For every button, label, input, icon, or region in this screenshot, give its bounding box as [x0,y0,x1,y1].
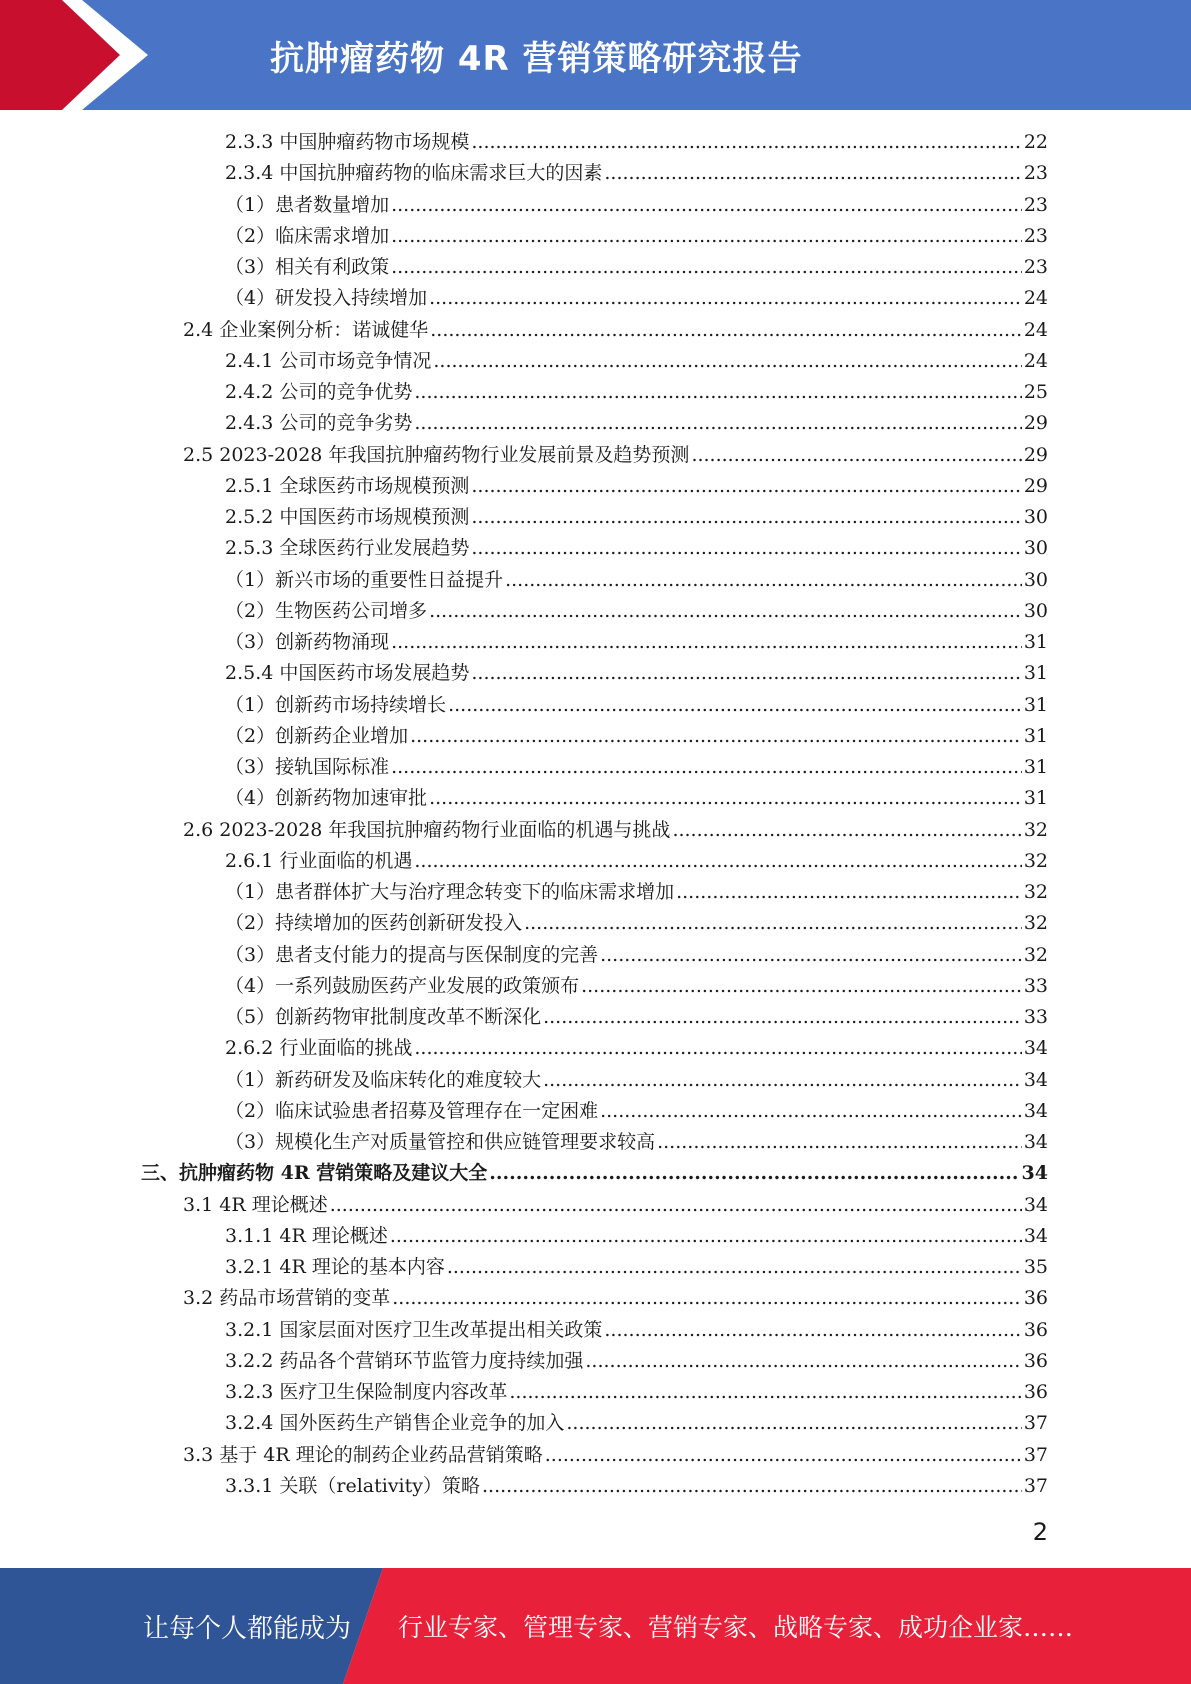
toc-entry-label: 2.5.3 全球医药行业发展趋势 [225,537,470,560]
toc-entry-label: （2）临床需求增加 [225,224,390,247]
toc-leader-dots [391,221,1022,252]
toc-leader-dots [482,1471,1022,1502]
toc-entry-label: 2.4.3 公司的竞争劣势 [225,412,413,435]
toc-leader-dots [566,1408,1021,1439]
toc-entry[interactable] [225,783,1048,814]
toc-leader-dots [430,315,1022,346]
toc-entry-page: 34 [1021,1162,1048,1185]
toc-entry-label: （5）创新药物审批制度改革不断深化 [225,1006,542,1028]
toc-leader-dots [600,1096,1022,1127]
toc-entry-page: 29 [1023,443,1048,466]
toc-entry[interactable] [225,1377,1048,1408]
toc-entry-label: （1）创新药市场持续增长 [225,693,447,716]
toc-leader-dots [471,127,1021,158]
toc-entry-label: （1）患者群体扩大与治疗理念转变下的临床需求增加 [225,881,675,903]
toc-entry-page: 31 [1023,787,1048,810]
toc-leader-dots [657,1127,1022,1158]
toc-entry-page: 31 [1023,756,1048,778]
toc-entry-label: 2.3.4 中国抗肿瘤药物的临床需求巨大的因素 [225,162,603,185]
toc-entry[interactable] [225,690,1048,721]
toc-entry-label: 3.2.1 国家层面对医疗卫生改革提出相关政策 [225,1318,603,1341]
toc-entry-page: 36 [1023,1381,1048,1403]
toc-leader-dots [429,783,1022,814]
toc-entry-label: 3.2 药品市场营销的变革 [183,1287,391,1310]
toc-entry-label: （4）研发投入持续增加 [225,287,428,310]
toc-entry-label: 三、抗肿瘤药物 4R 营销策略及建议大全 [141,1162,488,1185]
toc-leader-dots [471,471,1021,502]
toc-entry-label: （2）临床试验患者招募及管理存在一定困难 [225,1099,599,1122]
toc-leader-dots [410,721,1022,752]
toc-entry-label: （2）创新药企业增加 [225,724,409,747]
toc-entry-label: 3.2.1 4R 理论的基本内容 [225,1256,445,1278]
toc-leader-dots [672,815,1021,846]
toc-entry-label: 2.6.1 行业面临的机遇 [225,849,413,872]
toc-entry[interactable] [225,408,1048,439]
toc-entry[interactable] [225,471,1048,502]
toc-leader-dots [433,346,1021,377]
toc-leader-dots [471,502,1021,533]
toc-entry[interactable] [225,971,1048,1002]
toc-leader-dots [391,252,1022,283]
report-title: 抗肿瘤药物 4R 营销策略研究报告 [270,38,803,79]
page-number: 2 [1032,1518,1048,1546]
toc-entry-page: 29 [1023,412,1048,435]
toc-entry[interactable] [225,533,1048,564]
page-header [0,0,1191,110]
toc-entry[interactable] [225,190,1048,221]
toc-entry[interactable] [225,565,1048,596]
toc-leader-dots [414,1033,1021,1064]
toc-entry-page: 25 [1023,381,1048,403]
toc-entry[interactable] [225,1315,1048,1346]
footer-slogan-left: 让每个人都能成为 [143,1613,352,1644]
toc-entry-page: 33 [1023,1006,1048,1028]
toc-entry[interactable] [225,940,1048,971]
toc-leader-dots [448,690,1022,721]
toc-entry[interactable] [225,877,1048,908]
toc-entry-page: 32 [1023,943,1048,966]
toc-leader-dots [391,627,1022,658]
toc-entry-page: 34 [1023,1037,1048,1060]
toc-entry-label: 2.5.4 中国医药市场发展趋势 [225,662,470,685]
toc-leader-dots [330,1190,1022,1221]
toc-entry[interactable] [225,846,1048,877]
toc-entry-page: 31 [1023,631,1048,653]
toc-entry-page: 34 [1023,1099,1048,1122]
toc-entry[interactable] [183,440,1048,471]
toc-leader-dots [691,440,1021,471]
toc-entry-page: 36 [1023,1349,1048,1372]
toc-leader-dots [604,1315,1021,1346]
toc-entry-label: （1）新药研发及临床转化的难度较大 [225,1068,542,1091]
toc-entry-label: 2.5.2 中国医药市场规模预测 [225,506,470,528]
toc-entry[interactable] [141,1158,1048,1189]
toc-leader-dots [676,877,1022,908]
toc-entry-page: 31 [1023,662,1048,685]
toc-entry-label: （4）一系列鼓励医药产业发展的政策颁布 [225,974,580,997]
toc-entry-page: 30 [1023,537,1048,560]
toc-leader-dots [524,908,1022,939]
toc-entry-label: （3）接轨国际标准 [225,756,390,778]
toc-entry-label: （4）创新药物加速审批 [225,787,428,810]
toc-entry[interactable] [225,221,1048,252]
toc-entry[interactable] [225,377,1048,408]
toc-entry[interactable] [225,1252,1048,1283]
toc-entry-page: 30 [1023,599,1048,622]
toc-entry-page: 23 [1023,162,1048,185]
toc-entry[interactable] [225,252,1048,283]
toc-entry-page: 29 [1023,474,1048,497]
toc-entry-page: 31 [1023,724,1048,747]
toc-entry-page: 24 [1023,349,1048,372]
toc-leader-dots [505,565,1022,596]
toc-entry[interactable] [183,315,1048,346]
toc-leader-dots [585,1346,1021,1377]
toc-leader-dots [604,158,1021,189]
toc-leader-dots [545,1440,1022,1471]
toc-entry-label: 3.2.4 国外医药生产销售企业竞争的加入 [225,1412,565,1435]
toc-entry[interactable] [225,1096,1048,1127]
toc-entry[interactable] [225,1033,1048,1064]
toc-entry[interactable] [225,127,1048,158]
footer-slogan-right: 行业专家、管理专家、营销专家、战略专家、成功企业家…… [398,1613,1074,1642]
toc-leader-dots [471,533,1021,564]
toc-entry-page: 32 [1023,818,1048,841]
toc-entry-label: 2.6.2 行业面临的挑战 [225,1037,413,1060]
toc-entry[interactable] [225,1471,1048,1502]
toc-entry-page: 24 [1023,287,1048,310]
toc-leader-dots [471,658,1021,689]
toc-entry-page: 36 [1023,1318,1048,1341]
toc-entry-label: 3.2.2 药品各个营销环节监管力度持续加强 [225,1349,584,1372]
toc-entry-page: 34 [1023,1224,1048,1247]
toc-entry[interactable] [225,1002,1048,1033]
toc-entry[interactable] [225,721,1048,752]
toc-entry-page: 34 [1023,1131,1048,1153]
toc-entry-label: 2.5 2023-2028 年我国抗肿瘤药物行业发展前景及趋势预测 [183,443,690,466]
toc-entry-label: （1）患者数量增加 [225,193,390,216]
toc-entry[interactable] [225,158,1048,189]
toc-leader-dots [429,283,1022,314]
toc-entry-label: 3.2.3 医疗卫生保险制度内容改革 [225,1381,508,1403]
toc-leader-dots [391,752,1022,783]
toc-leader-dots [429,596,1022,627]
toc-entry-page: 32 [1023,912,1048,935]
toc-entry-page: 34 [1023,1068,1048,1091]
toc-entry-page: 23 [1023,224,1048,247]
toc-entry-page: 31 [1023,693,1048,716]
toc-entry-label: 2.4.2 公司的竞争优势 [225,381,413,403]
toc-entry-page: 34 [1023,1193,1048,1216]
toc-leader-dots [414,846,1021,877]
toc-entry[interactable] [225,1346,1048,1377]
toc-entry-label: （2）持续增加的医药创新研发投入 [225,912,523,935]
toc-entry[interactable] [183,1283,1048,1314]
toc-entry[interactable] [225,502,1048,533]
toc-leader-dots [543,1002,1022,1033]
toc-leader-dots [390,1221,1022,1252]
toc-leader-dots [414,408,1021,439]
toc-entry[interactable] [225,908,1048,939]
toc-entry[interactable] [225,283,1048,314]
toc-entry[interactable] [225,752,1048,783]
toc-leader-dots [414,377,1021,408]
toc-entry-page: 32 [1023,881,1048,903]
toc-leader-dots [391,190,1022,221]
toc-entry-label: （3）规模化生产对质量管控和供应链管理要求较高 [225,1131,656,1153]
toc-leader-dots [509,1377,1021,1408]
toc-leader-dots [489,1158,1019,1189]
toc-entry-label: 2.6 2023-2028 年我国抗肿瘤药物行业面临的机遇与挑战 [183,818,671,841]
toc-entry-label: 2.4.1 公司市场竞争情况 [225,349,432,372]
toc-entry[interactable] [225,658,1048,689]
toc-entry-label: （3）相关有利政策 [225,256,390,278]
toc-entry-page: 24 [1023,318,1048,341]
page-footer [0,1568,1191,1684]
toc-entry-label: 3.1.1 4R 理论概述 [225,1224,388,1247]
toc-entry-page: 23 [1023,256,1048,278]
toc-leader-dots [447,1252,1022,1283]
toc-entry-page: 32 [1023,849,1048,872]
toc-leader-dots [392,1283,1022,1314]
toc-entry[interactable] [225,1127,1048,1158]
toc-entry-page: 33 [1023,974,1048,997]
toc-entry-page: 37 [1023,1474,1048,1497]
toc-entry-page: 36 [1023,1287,1048,1310]
toc-entry-label: 2.5.1 全球医药市场规模预测 [225,474,470,497]
toc-entry[interactable] [225,346,1048,377]
toc-entry[interactable] [225,1221,1048,1252]
toc-entry[interactable] [183,1190,1048,1221]
toc-leader-dots [581,971,1022,1002]
toc-entry-page: 23 [1023,193,1048,216]
toc-leader-dots [543,1065,1022,1096]
toc-entry[interactable] [225,627,1048,658]
toc-entry-label: 3.3.1 关联（relativity）策略 [225,1474,481,1497]
toc-entry[interactable] [225,1408,1048,1439]
toc-entry[interactable] [183,815,1048,846]
toc-entry-page: 30 [1023,568,1048,591]
toc-entry-label: 3.3 基于 4R 理论的制药企业药品营销策略 [183,1443,543,1466]
toc-entry-label: （1）新兴市场的重要性日益提升 [225,568,504,591]
toc-entry-page: 37 [1023,1443,1048,1466]
toc-leader-dots [600,940,1022,971]
toc-entry-label: （3）患者支付能力的提高与医保制度的完善 [225,943,599,966]
toc-entry-label: （2）生物医药公司增多 [225,599,428,622]
toc-entry-label: 2.4 企业案例分析：诺诚健华 [183,318,429,341]
toc-entry-page: 30 [1023,506,1048,528]
toc-entry[interactable] [183,1440,1048,1471]
toc-entry[interactable] [225,596,1048,627]
toc-entry[interactable] [225,1065,1048,1096]
toc-entry-page: 37 [1023,1412,1048,1435]
toc-entry-label: 3.1 4R 理论概述 [183,1193,328,1216]
toc-entry-page: 35 [1023,1256,1048,1278]
toc-entry-label: （3）创新药物涌现 [225,631,390,653]
toc-entry-page: 22 [1023,131,1048,153]
toc-entry-label: 2.3.3 中国肿瘤药物市场规模 [225,131,470,153]
